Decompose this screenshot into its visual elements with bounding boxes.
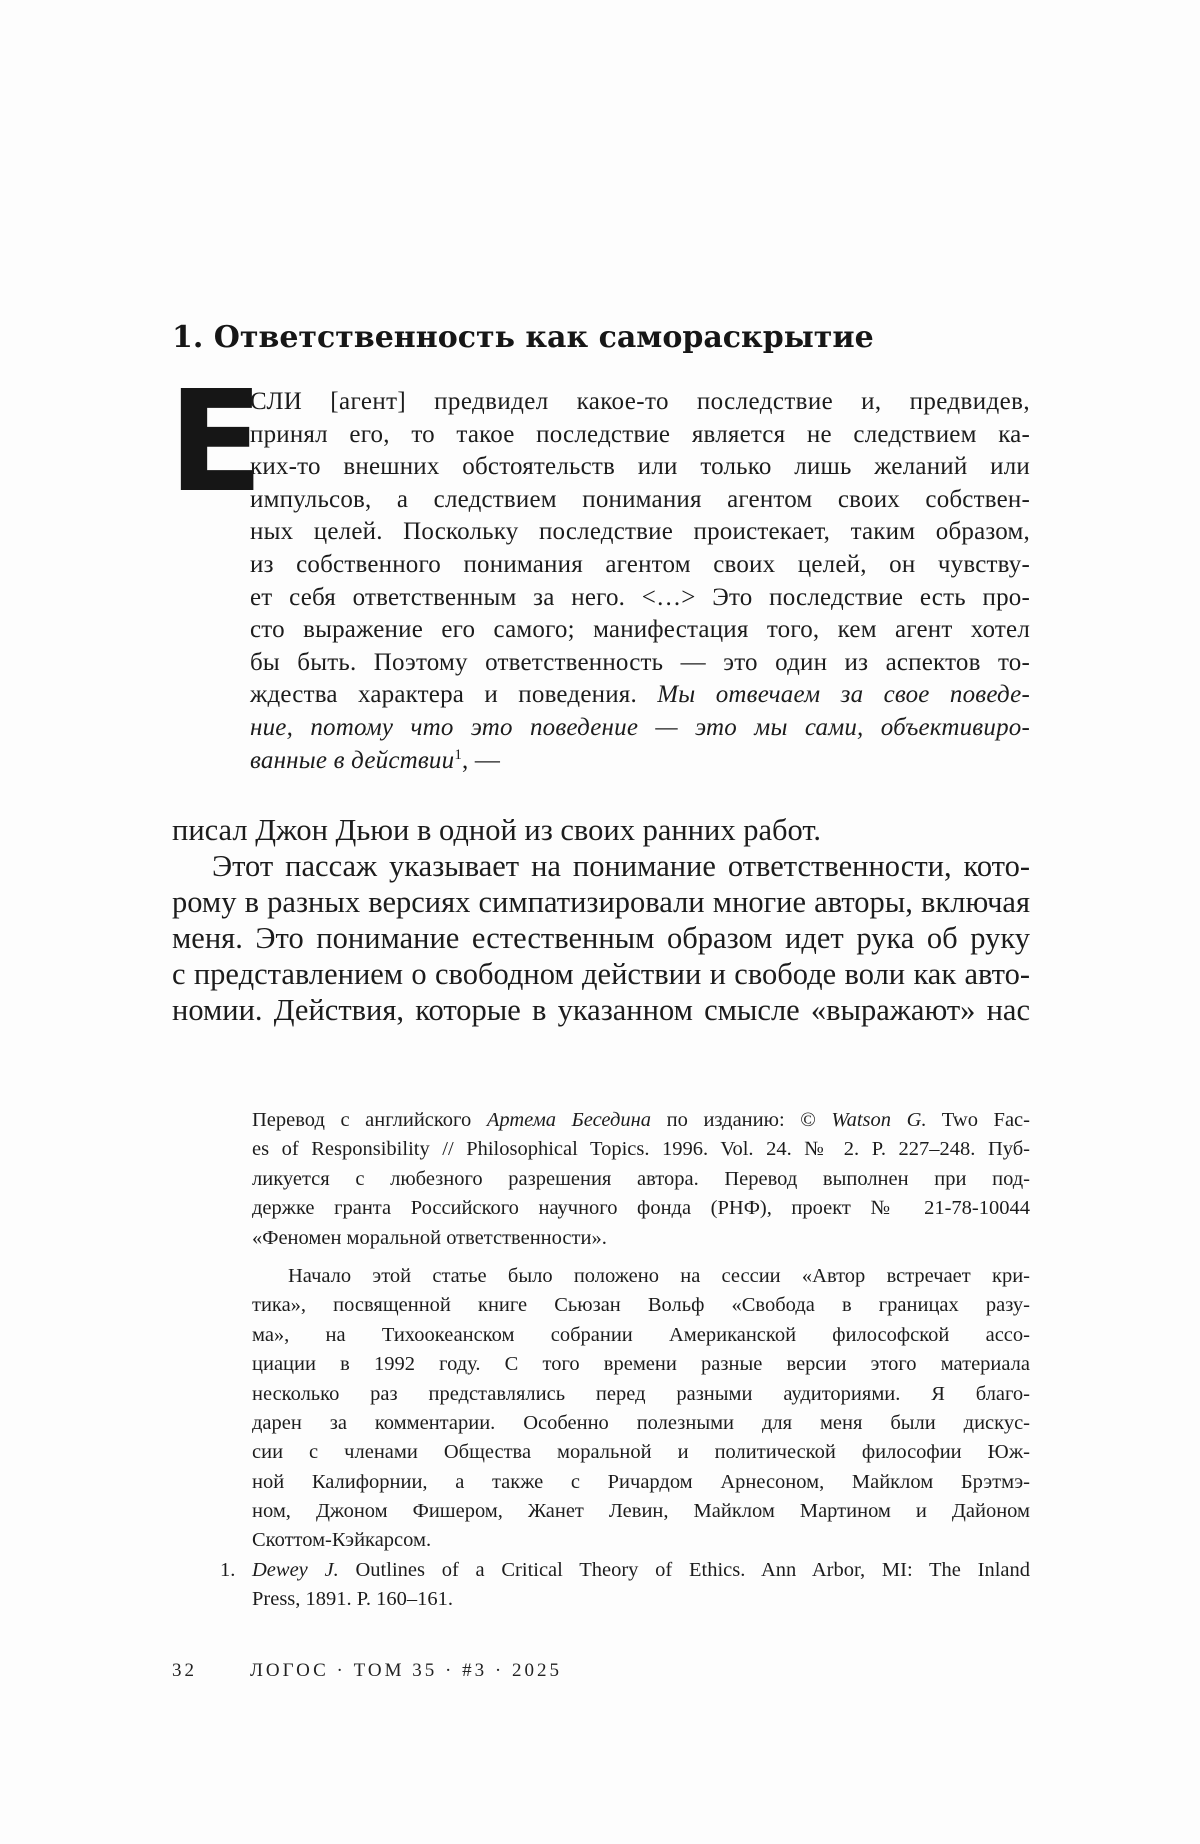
body-line: рому в разных версиях симпатизировали многие авторы, включая: [172, 885, 1030, 919]
note-line: тика», посвященной книге Сьюзан Вольф «Свобода в границах разу-: [252, 1294, 1030, 1317]
body-text: [172, 812, 1030, 1028]
note-text: Two Fac-: [926, 1109, 1030, 1131]
running-footer: [172, 1658, 872, 1684]
page-number: 32: [172, 1660, 197, 1681]
note-line: дарен за комментарии. Особенно полезными для меня были дискус-: [252, 1411, 1030, 1434]
note-line: Начало этой статье было положено на сессии «Автор встречает кри-: [288, 1264, 1030, 1287]
footnote-1: [220, 1556, 1030, 1615]
note-text: по изданию: ©: [651, 1109, 832, 1131]
note-line: циации в 1992 году. С того времени разные версии этого материала: [252, 1353, 1030, 1376]
quote-italic-text: ванные в действии: [250, 746, 455, 774]
source-author: Watson G.: [831, 1109, 927, 1131]
quote-line: [250, 712, 1030, 745]
note-line: ной Калифорнии, а также с Ричардом Арнесоном, Майклом Брэтмэ-: [252, 1470, 1030, 1493]
note-line: ма», на Тихоокеанском собрании Американской философской ассо-: [252, 1323, 1030, 1346]
footnote-author: Dewey J.: [252, 1558, 339, 1581]
quote-italic-text: Мы отвечаем за свое поведе-: [657, 681, 1030, 709]
notes-section: [220, 1106, 1030, 1615]
note-text: Перевод с английского: [252, 1109, 487, 1131]
running-title: ЛОГОС · ТОМ 35 · #3 · 2025: [250, 1660, 562, 1681]
note-line: [252, 1106, 1030, 1135]
acknowledgment-note: [252, 1262, 1030, 1556]
note-line: ном, Джоном Фишером, Жанет Левин, Майклом Мартином и Дайоном: [252, 1500, 1030, 1523]
quote-line: бы быть. Поэтому ответственность — это один из аспектов то-: [250, 648, 1030, 676]
body-line: Этот пассаж указывает на понимание ответственности, кото-: [212, 849, 1030, 883]
note-line: держке гранта Российского научного фонда (РНФ), проект № 21-78-10044: [252, 1197, 1030, 1220]
note-line: [252, 1556, 1030, 1585]
quote-text: ждества характера и поведения.: [250, 681, 637, 709]
quote-italic-text: ние, потому что это поведение — это мы сами, объективиро-: [250, 713, 1030, 741]
epigraph-quote: [250, 386, 1030, 777]
quote-line: [250, 745, 1030, 778]
quote-line: из собственного понимания агентом своих целей, он чувству-: [250, 550, 1030, 578]
body-line: номии. Действия, которые в указанном смысле «выражают» нас: [172, 993, 1030, 1027]
quote-text: , —: [462, 746, 501, 774]
note-line: Скоттом-Кэйкарсом.: [252, 1529, 432, 1552]
body-line: меня. Это понимание естественным образом идет рука об руку: [172, 921, 1030, 955]
translation-note: [252, 1106, 1030, 1253]
translator-name: Артема Беседина: [486, 1109, 652, 1131]
note-text: Outlines of a Critical Theory of Ethics. Ann Arbor, MI: The Inland: [338, 1558, 1030, 1581]
body-line: писал Джон Дьюи в одной из своих ранних работ.: [172, 813, 822, 847]
note-line: ликуется с любезного разрешения автора. Перевод выполнен при под-: [252, 1167, 1030, 1190]
quote-line: [250, 679, 1030, 712]
quote-line: импульсов, а следствием понимания агентом своих собствен-: [250, 485, 1030, 513]
note-line: сии с членами Общества моральной и политической философии Юж-: [252, 1441, 1030, 1464]
footnote-number: 1.: [220, 1558, 236, 1581]
section-heading: 1. Ответственность как самораскрытие: [172, 320, 874, 355]
note-line: es of Responsibility // Philosophical Topics. 1996. Vol. 24. № 2. P. 227–248. Пуб-: [252, 1138, 1030, 1161]
quote-line: ких-то внешних обстоятельств или только лишь желаний или: [250, 453, 1030, 481]
note-line: Press, 1891. P. 160–161.: [252, 1588, 454, 1611]
footnote-reference[interactable]: 1: [454, 746, 463, 763]
quote-line: ет себя ответственным за него. <…> Это последствие есть про-: [250, 583, 1030, 611]
body-line: с представлением о свободном действии и свободе воли как авто-: [172, 957, 1030, 991]
drop-cap: Е: [168, 361, 264, 524]
note-line: несколько раз представлялись перед разными аудиториями. Я благо-: [252, 1382, 1030, 1405]
quote-line: принял его, то такое последствие является не следствием ка-: [250, 420, 1030, 448]
note-line: «Феномен моральной ответственности».: [252, 1226, 607, 1249]
quote-line: СЛИ [агент] предвидел какое-то последствие и, предвидев,: [250, 388, 1030, 415]
quote-line: ных целей. Поскольку последствие проистекает, таким образом,: [250, 518, 1030, 546]
quote-line: сто выражение его самого; манифестация того, кем агент хотел: [250, 616, 1030, 644]
